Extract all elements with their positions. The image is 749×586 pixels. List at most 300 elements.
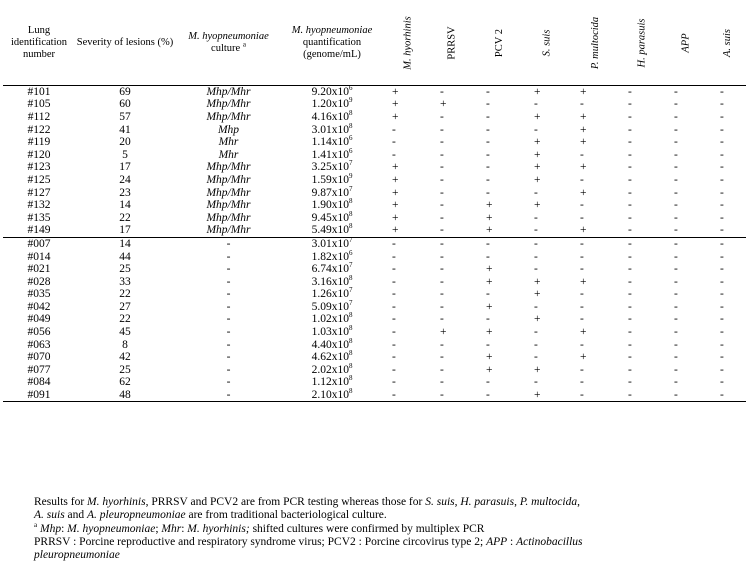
- table-row: [3, 376, 746, 389]
- cell-result: -: [392, 351, 396, 364]
- cell-result: -: [392, 123, 396, 136]
- cell-result: -: [720, 250, 724, 263]
- cell-result: -: [628, 85, 632, 98]
- cell-quantification: [282, 85, 382, 98]
- cell-quantification: [282, 98, 382, 111]
- cell-result: -: [720, 263, 724, 276]
- cell-result: -: [440, 300, 444, 313]
- cell-quantification: [282, 148, 382, 161]
- cell-quantification: [282, 389, 382, 402]
- quant-mantissa: 2.02x10: [311, 363, 349, 376]
- table-row: [3, 199, 746, 212]
- cell-result: -: [674, 313, 678, 326]
- cell-result: -: [628, 288, 632, 301]
- quant-mantissa: 2.10x10: [311, 389, 349, 402]
- cell-result: -: [628, 338, 632, 351]
- cell-result: +: [580, 186, 587, 199]
- cell-result: -: [392, 338, 396, 351]
- cell-result: -: [628, 110, 632, 123]
- cell-result: -: [674, 351, 678, 364]
- cell-result: -: [580, 199, 584, 212]
- cell-result: -: [720, 85, 724, 98]
- cell-result: -: [720, 326, 724, 339]
- cell-lung-id: #101: [27, 85, 51, 98]
- cell-result: -: [440, 211, 444, 224]
- cell-result: +: [580, 85, 587, 98]
- cell-quantification: [282, 136, 382, 149]
- cell-result: -: [674, 199, 678, 212]
- cell-result: -: [720, 224, 724, 237]
- table-footnotes: [34, 496, 734, 562]
- quant-exponent: 8: [348, 362, 353, 371]
- quant-mantissa: 1.14x10: [311, 136, 349, 149]
- cell-result: -: [580, 313, 584, 326]
- cell-culture: -: [175, 389, 282, 402]
- quant-exponent: 8: [348, 222, 353, 231]
- quant-mantissa: 1.02x10: [311, 313, 349, 326]
- cell-culture: -: [226, 313, 231, 326]
- cell-result: -: [392, 288, 396, 301]
- results-table: [3, 2, 746, 402]
- cell-severity: 14: [119, 199, 131, 212]
- cell-lung-id: #049: [27, 313, 51, 326]
- quant-mantissa: 1.90x10: [311, 199, 349, 212]
- table-row: [3, 136, 746, 149]
- quant-exponent: 7: [348, 286, 353, 295]
- cell-result: +: [534, 85, 541, 98]
- cell-quantification: [282, 263, 382, 276]
- cell-result: -: [440, 199, 444, 212]
- cell-lung-id: #135: [27, 211, 51, 224]
- cell-severity: 23: [119, 186, 131, 199]
- cell-result: -: [392, 263, 396, 276]
- cell-result: +: [580, 224, 587, 237]
- cell-result: -: [534, 123, 538, 136]
- cell-result: -: [392, 313, 396, 326]
- quant-exponent: 8: [348, 349, 353, 358]
- cell-result: +: [486, 263, 493, 276]
- cell-result: -: [628, 123, 632, 136]
- table-row: [3, 288, 746, 301]
- cell-result: -: [628, 173, 632, 186]
- cell-result: -: [720, 351, 724, 364]
- cell-culture: -: [226, 275, 231, 288]
- footnote-line: $^a$ Mhp: M. hyopneumoniae; Mhr: M. hyorhinis; shifted cultures were confirmed by multiplex PCR: [34, 520, 485, 535]
- quant-exponent: 8: [348, 121, 353, 130]
- quant-mantissa: 4.40x10: [311, 338, 349, 351]
- quant-mantissa: 9.20x10: [311, 85, 349, 98]
- cell-severity: 42: [119, 351, 131, 364]
- header-app: APP: [664, 2, 710, 85]
- cell-result: -: [534, 250, 538, 263]
- cell-result: -: [440, 376, 444, 389]
- cell-lung-id: #091: [3, 389, 75, 402]
- cell-result: -: [580, 288, 584, 301]
- cell-result: +: [580, 110, 587, 123]
- cell-severity: 57: [119, 110, 131, 123]
- cell-result: -: [580, 173, 584, 186]
- cell-result: -: [628, 326, 632, 339]
- table-body: [3, 85, 746, 402]
- cell-severity: 25: [119, 363, 131, 376]
- cell-result: -: [534, 186, 538, 199]
- cell-result: +: [392, 199, 399, 212]
- cell-result: +: [392, 85, 399, 98]
- cell-culture: Mhr: [218, 148, 239, 161]
- cell-result: -: [720, 300, 724, 313]
- quant-exponent: 7: [348, 184, 353, 193]
- cell-culture: -: [226, 338, 231, 351]
- table-row: [3, 224, 746, 237]
- cell-result: +: [534, 199, 541, 212]
- cell-result: +: [534, 110, 541, 123]
- table-row: [3, 338, 746, 351]
- cell-quantification: [282, 288, 382, 301]
- cell-lung-id: #084: [27, 376, 51, 389]
- cell-result: -: [430, 237, 476, 250]
- table-row: [3, 211, 746, 224]
- cell-result: -: [628, 211, 632, 224]
- cell-result: +: [534, 161, 541, 174]
- cell-result: -: [440, 275, 444, 288]
- quant-exponent: 6: [348, 146, 353, 155]
- table-row: [3, 389, 746, 402]
- cell-severity: 8: [122, 338, 128, 351]
- cell-result: -: [534, 98, 538, 111]
- table-row: [3, 174, 746, 187]
- cell-quantification: [282, 161, 382, 174]
- cell-culture: Mhp: [217, 123, 240, 136]
- cell-result: +: [392, 161, 399, 174]
- cell-severity: 22: [119, 313, 131, 326]
- cell-quantification: [282, 338, 382, 351]
- cell-result: -: [720, 275, 724, 288]
- cell-result: -: [720, 376, 724, 389]
- table-row: [3, 326, 746, 339]
- cell-quantification: [282, 111, 382, 124]
- cell-result: +: [486, 363, 493, 376]
- cell-result: +: [392, 110, 399, 123]
- cell-result: -: [486, 161, 490, 174]
- header-s-suis: S. suis: [524, 2, 570, 85]
- cell-result: -: [486, 123, 490, 136]
- quant-exponent: 8: [348, 273, 353, 282]
- cell-result: -: [440, 313, 444, 326]
- cell-quantification: [282, 351, 382, 364]
- cell-severity: 60: [119, 98, 131, 111]
- cell-result: -: [674, 123, 678, 136]
- quant-exponent: 7: [348, 299, 353, 308]
- cell-culture: Mhp/Mhr: [206, 85, 251, 98]
- cell-result: +: [392, 224, 399, 237]
- cell-result: -: [674, 376, 678, 389]
- cell-result: -: [628, 186, 632, 199]
- table-row: [3, 85, 746, 98]
- quant-exponent: 6: [348, 134, 353, 143]
- quant-exponent: 8: [348, 374, 353, 383]
- cell-result: -: [392, 148, 396, 161]
- cell-result: -: [628, 98, 632, 111]
- cell-culture: Mhp/Mhr: [206, 98, 251, 111]
- quant-mantissa: 5.09x10: [311, 300, 349, 313]
- cell-severity: 45: [119, 326, 131, 339]
- cell-result: -: [720, 173, 724, 186]
- cell-result: -: [580, 250, 584, 263]
- cell-result: -: [440, 148, 444, 161]
- cell-quantification: [282, 224, 382, 237]
- cell-culture: Mhp/Mhr: [206, 161, 251, 174]
- cell-result: -: [618, 389, 664, 402]
- cell-culture: -: [226, 363, 231, 376]
- cell-result: -: [674, 98, 678, 111]
- cell-result: +: [580, 136, 587, 149]
- cell-lung-id: #014: [27, 250, 51, 263]
- cell-result: -: [628, 351, 632, 364]
- cell-result: -: [720, 98, 724, 111]
- cell-result: -: [476, 237, 524, 250]
- cell-result: +: [486, 300, 493, 313]
- footnote-line: PRRSV : Porcine reproductive and respiratory syndrome virus; PCV2 : Porcine circovirus type 2; APP : Actinobacillus: [34, 535, 583, 548]
- cell-result: -: [486, 98, 490, 111]
- quant-exponent: 6: [348, 83, 353, 92]
- cell-result: -: [628, 148, 632, 161]
- cell-result: -: [580, 338, 584, 351]
- cell-result: -: [440, 85, 444, 98]
- cell-result: -: [664, 389, 710, 402]
- cell-quantification: [282, 186, 382, 199]
- cell-culture: Mhp/Mhr: [206, 224, 251, 237]
- header-lung-id: Lung identification number: [3, 2, 75, 85]
- cell-result: -: [486, 338, 490, 351]
- cell-result: +: [534, 313, 541, 326]
- quant-mantissa: 3.25x10: [311, 161, 349, 174]
- cell-result: -: [674, 263, 678, 276]
- cell-result: -: [628, 199, 632, 212]
- cell-result: +: [534, 148, 541, 161]
- quant-mantissa: 3.01x10: [311, 237, 349, 250]
- header-h-parasuis: H. parasuis: [618, 2, 664, 85]
- cell-result: -: [710, 389, 746, 402]
- table-row: [3, 111, 746, 124]
- quant-mantissa: 3.01x10: [311, 123, 349, 136]
- cell-result: +: [524, 389, 570, 402]
- cell-result: -: [392, 136, 396, 149]
- cell-lung-id: #120: [27, 148, 51, 161]
- cell-severity: 24: [119, 173, 131, 186]
- cell-result: +: [486, 199, 493, 212]
- table-row: [3, 275, 746, 288]
- cell-severity: 22: [119, 211, 131, 224]
- cell-severity: 33: [119, 275, 131, 288]
- table-row: [3, 148, 746, 161]
- cell-result: -: [440, 136, 444, 149]
- cell-result: -: [534, 326, 538, 339]
- table-row: [3, 250, 746, 263]
- header-a-suis: A. suis: [710, 2, 746, 85]
- header-quantification: M. hyopneumoniae quantification (genome/mL): [282, 2, 382, 85]
- cell-severity: 14: [75, 237, 175, 250]
- cell-result: -: [440, 338, 444, 351]
- cell-severity: 25: [119, 263, 131, 276]
- cell-result: -: [628, 275, 632, 288]
- cell-result: +: [392, 186, 399, 199]
- cell-result: -: [720, 148, 724, 161]
- cell-result: -: [486, 288, 490, 301]
- cell-result: -: [534, 263, 538, 276]
- cell-lung-id: #149: [27, 224, 51, 237]
- cell-severity: 69: [119, 85, 131, 98]
- cell-result: +: [534, 363, 541, 376]
- cell-lung-id: #056: [27, 326, 51, 339]
- cell-culture: -: [226, 326, 231, 339]
- cell-lung-id: #035: [27, 288, 51, 301]
- cell-lung-id: #127: [27, 186, 51, 199]
- quant-exponent: 8: [348, 109, 353, 118]
- cell-result: -: [580, 363, 584, 376]
- cell-quantification: [282, 313, 382, 326]
- quant-exponent: 7: [348, 236, 353, 245]
- cell-lung-id: #132: [27, 199, 51, 212]
- cell-result: -: [486, 376, 490, 389]
- cell-lung-id: #077: [27, 363, 51, 376]
- cell-result: -: [674, 338, 678, 351]
- cell-culture: -: [226, 351, 231, 364]
- quant-exponent: 8: [348, 387, 353, 396]
- quant-mantissa: 1.26x10: [311, 288, 349, 301]
- cell-result: +: [580, 161, 587, 174]
- cell-result: -: [628, 161, 632, 174]
- cell-result: -: [570, 389, 618, 402]
- table-row: [3, 364, 746, 377]
- cell-severity: 62: [119, 376, 131, 389]
- cell-culture: -: [226, 250, 231, 263]
- header-prrsv: PRRSV: [430, 2, 476, 85]
- cell-result: -: [674, 326, 678, 339]
- cell-severity: 41: [119, 123, 131, 136]
- cell-result: -: [440, 173, 444, 186]
- cell-lung-id: #028: [27, 275, 51, 288]
- cell-result: -: [618, 237, 664, 250]
- quant-mantissa: 4.62x10: [311, 351, 349, 364]
- cell-quantification: [282, 275, 382, 288]
- quant-exponent: 7: [348, 159, 353, 168]
- cell-quantification: [282, 237, 382, 250]
- cell-result: -: [534, 300, 538, 313]
- cell-result: -: [580, 148, 584, 161]
- quant-mantissa: 9.45x10: [311, 211, 349, 224]
- cell-severity: 5: [122, 148, 128, 161]
- cell-result: -: [440, 123, 444, 136]
- cell-severity: 20: [119, 136, 131, 149]
- cell-result: -: [674, 161, 678, 174]
- cell-quantification: [282, 376, 382, 389]
- cell-result: +: [580, 123, 587, 136]
- cell-result: -: [440, 224, 444, 237]
- table-row: [3, 186, 746, 199]
- cell-culture: Mhp/Mhr: [206, 211, 251, 224]
- cell-result: -: [392, 300, 396, 313]
- quant-exponent: 7: [348, 261, 353, 270]
- cell-severity: 17: [119, 161, 131, 174]
- cell-result: -: [486, 148, 490, 161]
- cell-result: -: [580, 300, 584, 313]
- cell-quantification: [282, 326, 382, 339]
- quant-exponent: 8: [348, 311, 353, 320]
- cell-result: -: [628, 250, 632, 263]
- table-row: [3, 237, 746, 250]
- quant-mantissa: 6.74x10: [311, 263, 349, 276]
- cell-result: -: [664, 237, 710, 250]
- cell-quantification: [282, 301, 382, 314]
- cell-quantification: [282, 211, 382, 224]
- cell-result: -: [570, 237, 618, 250]
- table-row: [3, 301, 746, 314]
- cell-result: -: [476, 389, 524, 402]
- cell-result: -: [382, 389, 430, 402]
- cell-result: +: [392, 173, 399, 186]
- quant-mantissa: 1.12x10: [311, 376, 349, 389]
- cell-result: -: [720, 211, 724, 224]
- cell-result: -: [580, 98, 584, 111]
- cell-result: -: [392, 363, 396, 376]
- cell-result: -: [486, 110, 490, 123]
- cell-lung-id: #123: [27, 161, 51, 174]
- cell-culture: -: [226, 288, 231, 301]
- table-header: [3, 2, 746, 85]
- cell-quantification: [282, 364, 382, 377]
- table-row: [3, 351, 746, 364]
- cell-result: -: [486, 186, 490, 199]
- cell-severity: 27: [119, 300, 131, 313]
- cell-result: -: [674, 300, 678, 313]
- cell-result: +: [580, 326, 587, 339]
- cell-lung-id: #122: [27, 123, 51, 136]
- quant-mantissa: 1.20x10: [311, 98, 349, 111]
- cell-culture: Mhr: [218, 136, 239, 149]
- cell-result: -: [486, 85, 490, 98]
- cell-lung-id: #112: [27, 110, 51, 123]
- cell-result: -: [720, 136, 724, 149]
- table-row: [3, 313, 746, 326]
- cell-result: -: [720, 338, 724, 351]
- cell-result: -: [430, 389, 476, 402]
- cell-result: +: [534, 136, 541, 149]
- cell-severity: 22: [119, 288, 131, 301]
- cell-result: +: [534, 288, 541, 301]
- quant-exponent: 6: [348, 248, 353, 257]
- cell-result: -: [674, 250, 678, 263]
- cell-result: -: [674, 110, 678, 123]
- cell-result: -: [628, 363, 632, 376]
- cell-lung-id: #063: [27, 338, 51, 351]
- cell-result: -: [534, 351, 538, 364]
- cell-result: +: [486, 224, 493, 237]
- cell-result: -: [534, 211, 538, 224]
- cell-result: +: [392, 98, 399, 111]
- cell-result: -: [674, 186, 678, 199]
- quant-mantissa: 4.16x10: [311, 110, 349, 123]
- cell-result: -: [382, 237, 430, 250]
- quant-mantissa: 1.03x10: [311, 326, 349, 339]
- header-pcv2: PCV 2: [476, 2, 524, 85]
- footnote-line: Results for M. hyorhinis, PRRSV and PCV2 are from PCR testing whereas those for S. suis, H. parasuis, P. multocida,: [34, 496, 580, 508]
- quant-mantissa: 1.82x10: [311, 250, 349, 263]
- cell-result: -: [440, 161, 444, 174]
- table-row: [3, 98, 746, 111]
- quant-mantissa: 3.16x10: [311, 275, 349, 288]
- cell-quantification: [282, 174, 382, 187]
- cell-result: +: [580, 275, 587, 288]
